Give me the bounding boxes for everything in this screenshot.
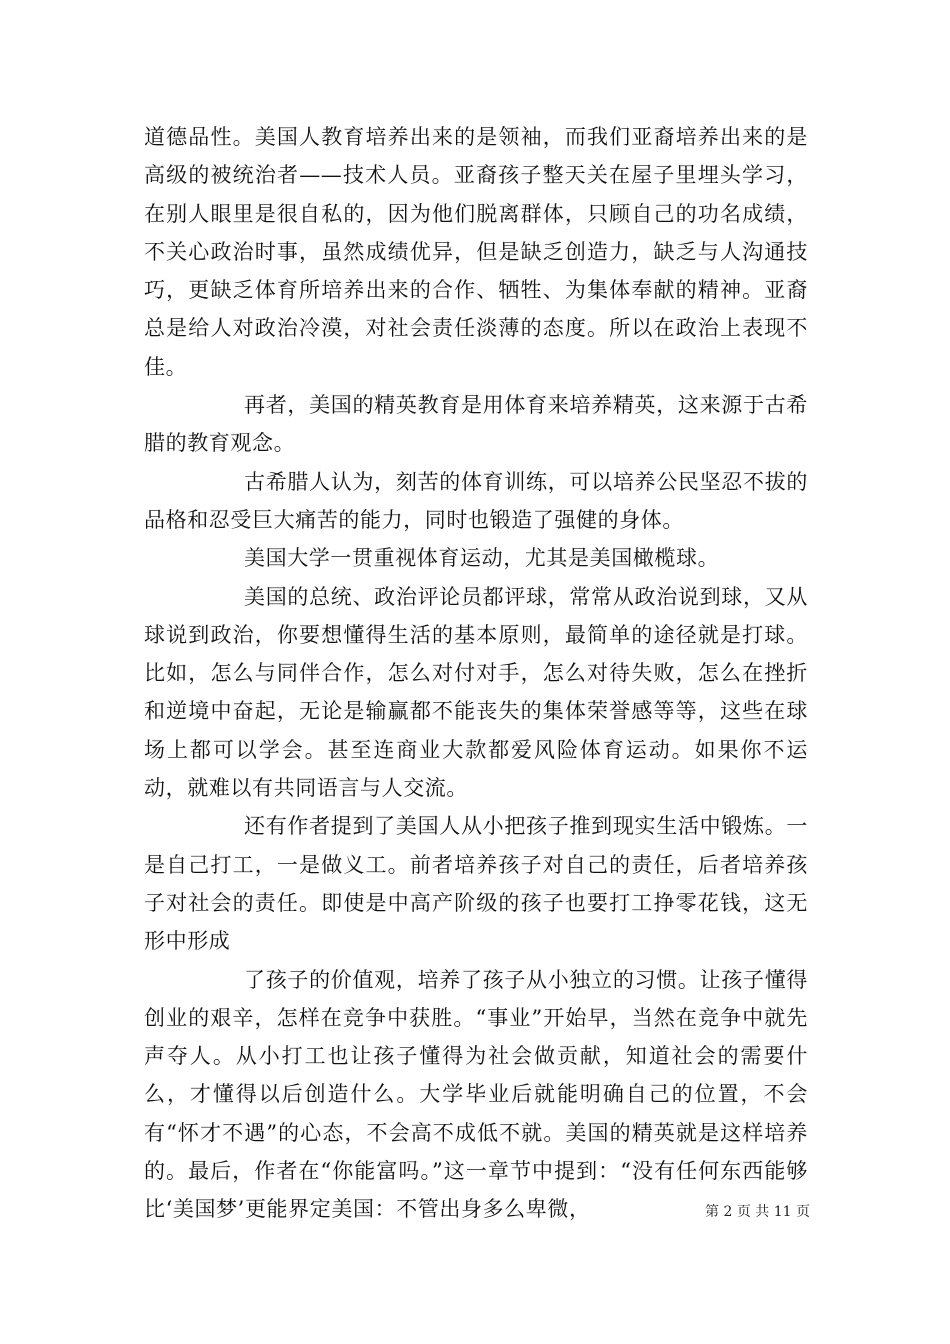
page-number-footer: 第 2 页 共 11 页	[705, 1204, 810, 1220]
paragraph-3: 古希腊人认为，刻苦的体育训练，可以培养公民坚忍不拔的品格和忍受巨大痛苦的能力，同时也锻造了强健的身体。	[144, 469, 808, 532]
paragraph-1: 道德品性。美国人教育培养出来的是领袖，而我们亚裔培养出来的是高级的被统治者——技术人员。亚裔孩子整天关在屋子里埋头学习，在别人眼里是很自私的，因为他们脱离群体，只顾自己的功名成绩，不关心政治时事，虽然成绩优异，但是缺乏创造力，缺乏与人沟通技巧，更缺乏体育所培养出来的合作、牺牲、为集体奉献的精神。亚裔总是给人对政治冷漠，对社会责任淡薄的态度。所以在政治上表现不佳。	[144, 125, 808, 379]
paragraph-2: 再者，美国的精英教育是用体育来培养精英，这来源于古希腊的教育观念。	[144, 393, 808, 456]
paragraph-6: 还有作者提到了美国人从小把孩子推到现实生活中锻炼。一是自己打工，一是做义工。前者培养孩子对自己的责任，后者培养孩子对社会的责任。即使是中高产阶级的孩子也要打工挣零花钱，这无形中形成	[144, 814, 808, 954]
paragraph-5: 美国的总统、政治评论员都评球，常常从政治说到球，又从球说到政治，你要想懂得生活的基本原则，最简单的途径就是打球。比如，怎么与同伴合作，怎么对付对手，怎么对待失败，怎么在挫折和逆境中奋起，无论是输赢都不能丧失的集体荣誉感等等，这些在球场上都可以学会。甚至连商业大款都爱风险体育运动。如果你不运动，就难以有共同语言与人交流。	[144, 584, 808, 801]
paragraph-4: 美国大学一贯重视体育运动，尤其是美国橄榄球。	[244, 546, 720, 571]
document-body	[144, 118, 808, 1229]
paragraph-7: 了孩子的价值观，培养了孩子从小独立的习惯。让孩子懂得创业的艰辛，怎样在竞争中获胜。“事业”开始早，当然在竞争中就先声夺人。从小打工也让孩子懂得为社会做贡献，知道社会的需要什么，才懂得以后创造什么。大学毕业后就能明确自己的位置，不会有“怀才不遇”的心态，不会高不成低不就。美国的精英就是这样培养的。最后，作者在“你能富吗。”这一章节中提到：“没有任何东西能够比‘美国梦’更能界定美国：不管出身多么卑微，	[144, 967, 808, 1222]
